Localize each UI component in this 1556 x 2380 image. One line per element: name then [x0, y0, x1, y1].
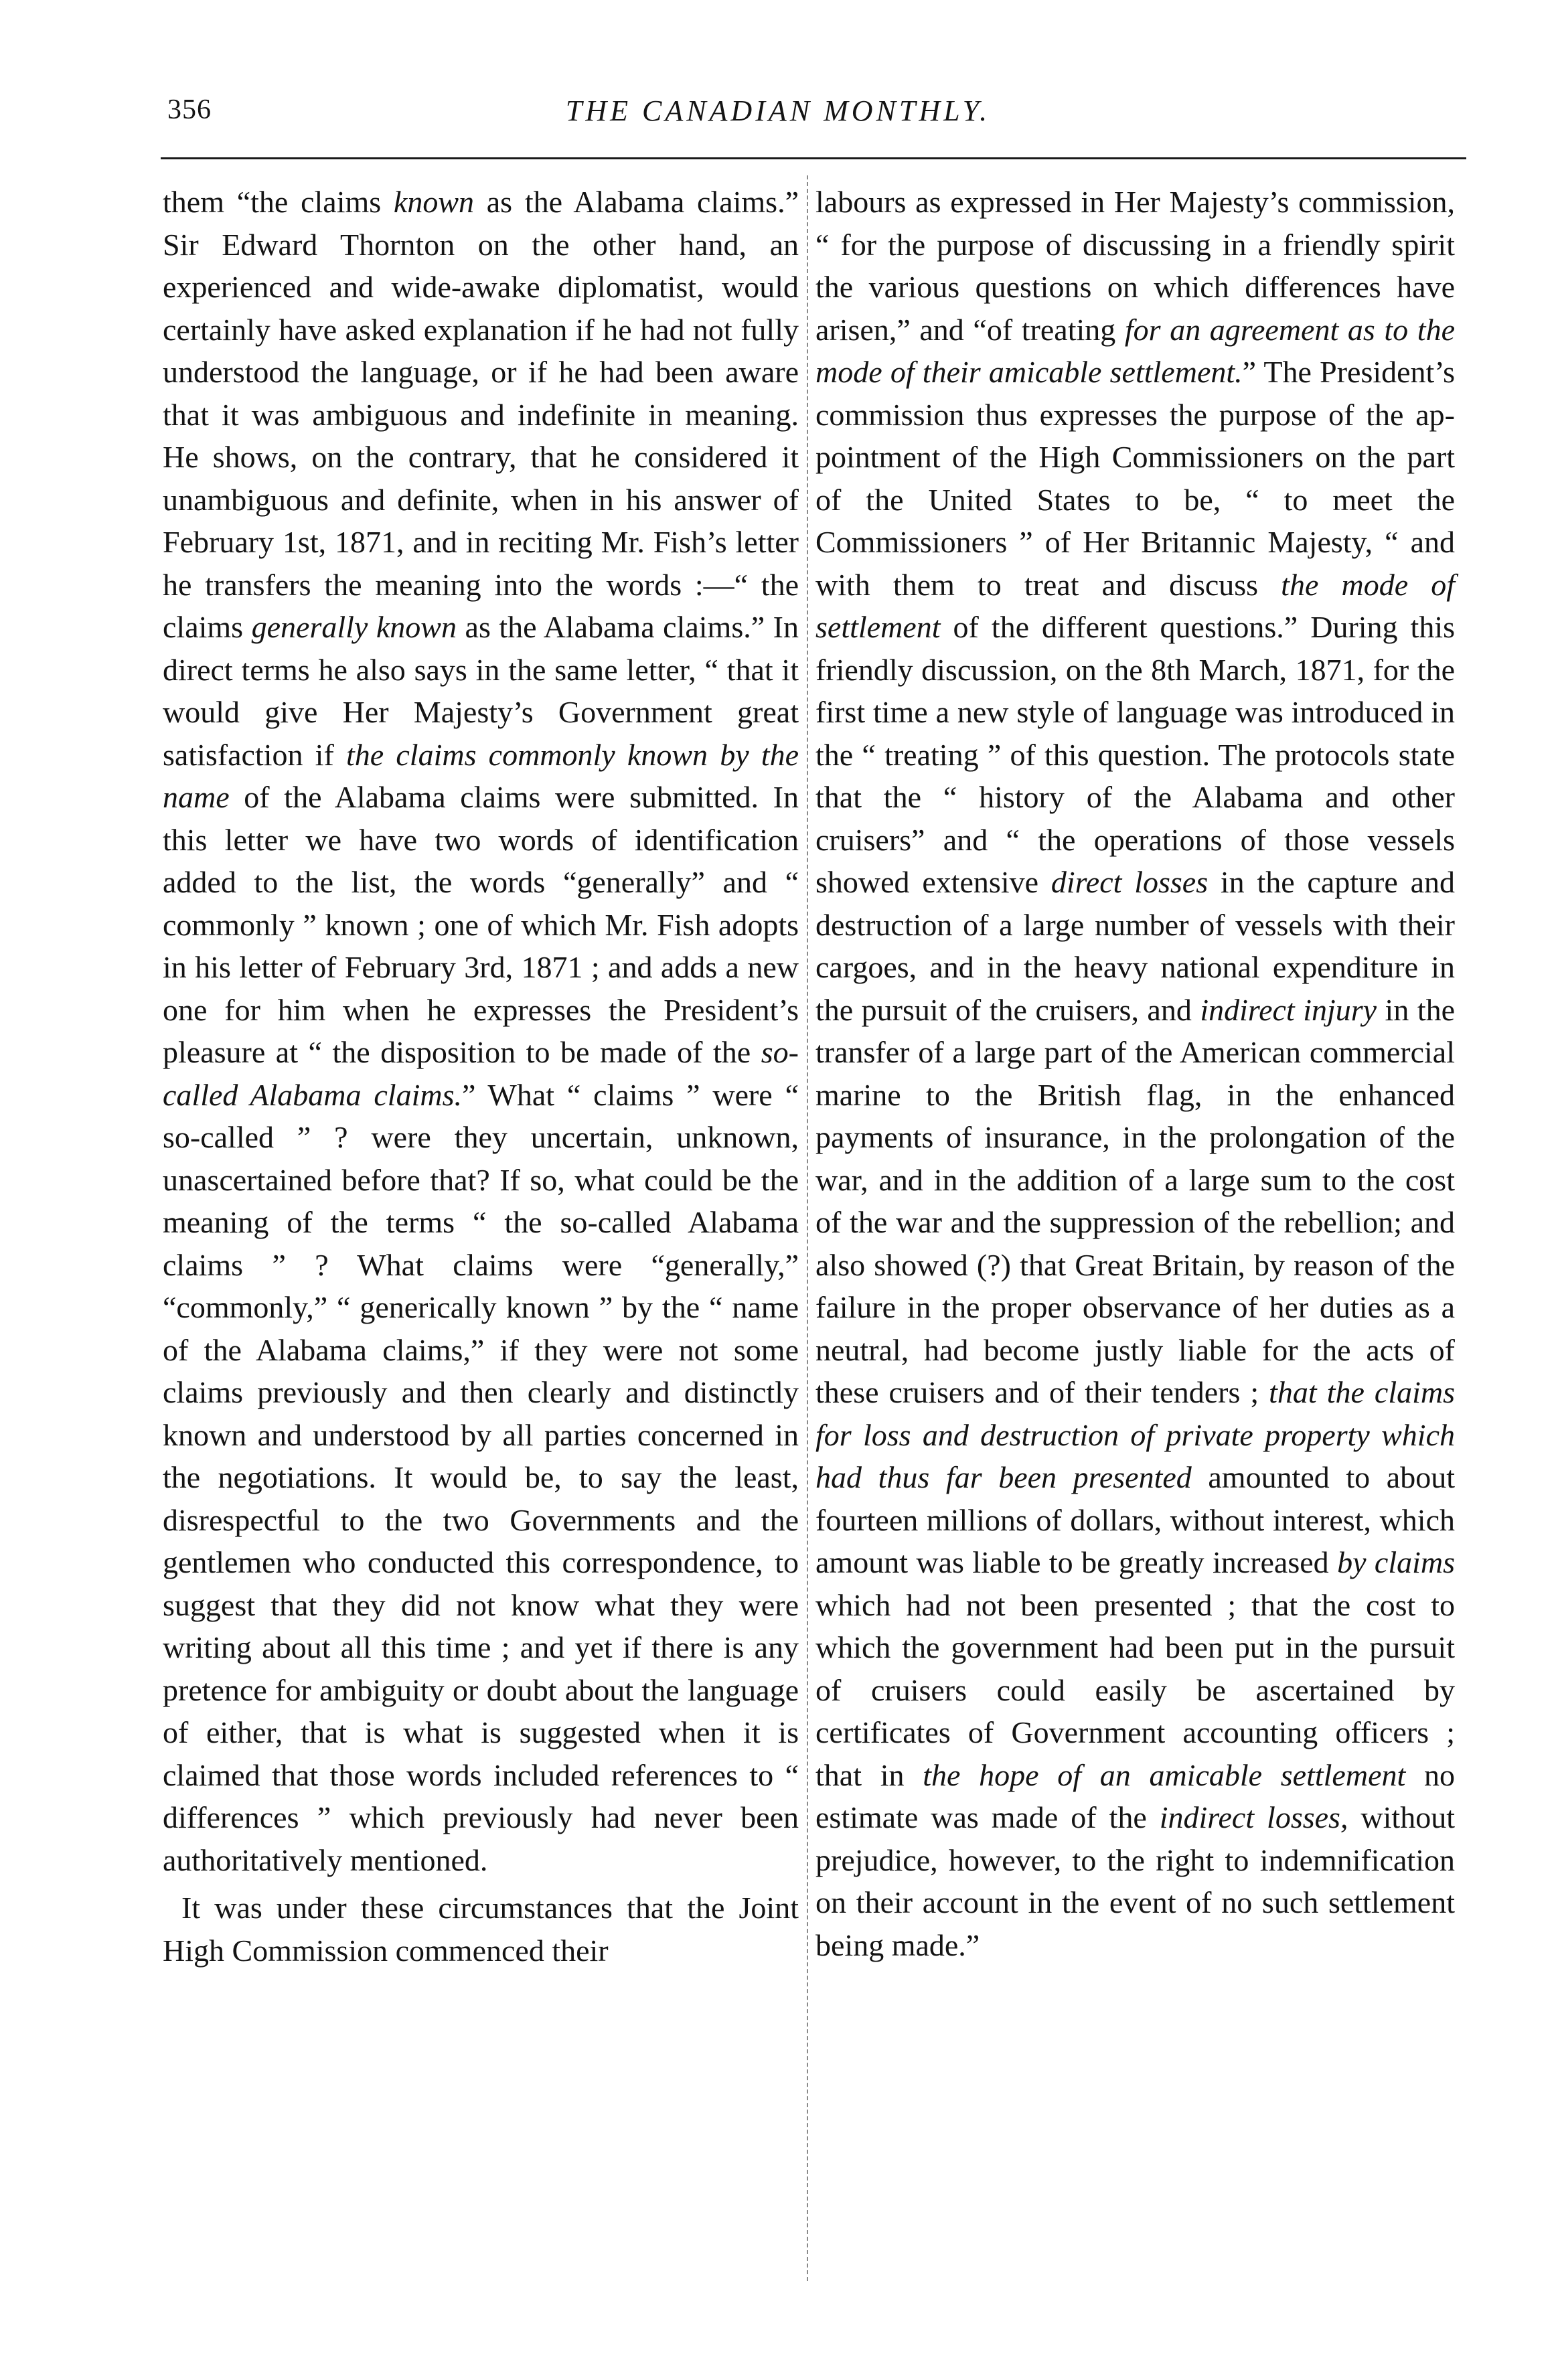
text-run: of the different questions.” During this friendly discussion, on the 8th March, 1871, for the first time a new style of language was introduced in the “ treating ” of this question. The protocols state that the “ history of the Alabama and other cruisers” and “ the operations of those vessels showed extensive — [815, 610, 1455, 899]
italic-run: the hope of an amicable settlement — [923, 1757, 1406, 1792]
right-column — [815, 181, 1455, 1966]
italic-run: the claims commonly known by the name — [163, 737, 799, 814]
text-run: labours as expressed in Her Majesty’s commission, “ for the purpose of discussing in a friendly spirit the various questions on which differences have arisen,” and “of treating — [815, 185, 1455, 347]
text-run: without prejudice, however, to the right to indemnification on their account in the event of no such settlement being made.” — [815, 1800, 1455, 1962]
text-run: of the Alabama claims were submitted. In this letter we have two words of identification added to the list, the words “generally” and “ commonly ” known ; one of which Mr. Fish adopts in his letter of February 3rd, 1871 ; and adds a new one for him when he expresses the President’s pleasure at “ the disposition to be made of the — [163, 780, 799, 1069]
left-paragraph-1 — [163, 181, 799, 1881]
italic-run: that the claims for loss and destruction of private property which had thus far been presented — [815, 1375, 1455, 1494]
text-run: It was under these circumstances that the Joint High Commission commenced their — [163, 1891, 799, 1968]
italic-run: for an agreement as to the mode of their amicable settlement. — [815, 312, 1455, 389]
text-run: in the capture and destruction of a large number of vessels with their cargoes, and in the heavy national expenditure in the pursuit of the cruisers, and — [815, 865, 1455, 1027]
italic-run: known — [393, 185, 475, 219]
text-run: amounted to about fourteen millions of dollars, without interest, which amount was liable to be greatly increased — [815, 1460, 1455, 1579]
text-run: no estimate was made of the — [815, 1757, 1455, 1834]
italic-run: so-called Alabama claims. — [163, 1035, 799, 1112]
text-run: as the Alabama claims.” In direct terms he also says in the same letter, “ that it would give Her Majesty’s Government great satisfaction if — [163, 610, 799, 772]
italic-run: generally known — [251, 610, 457, 644]
header-rule — [161, 157, 1466, 159]
left-paragraph-2 — [163, 1887, 799, 1972]
text-run: ” The President’s commission thus expresses the purpose of the appointment of the High Commissioners on the part of the United States to be, “ to meet the Commissioners ” of Her Britannic Majesty, “ and with them to treat and discuss — [815, 355, 1456, 602]
page-number: 356 — [167, 94, 212, 125]
text-run: which had not been presented ; that the cost to which the government had been put in the pursuit of cruisers could easily be ascertained by certificates of Government accounting officers ; that in — [815, 1587, 1455, 1792]
text-run: as the Alabama claims.” Sir Edward Thornton on the other hand, an experienced and wide-awake diplomatist, would certainly have asked explanation if he had not fully understood the language, or if he had been aware that it was ambiguous and indefinite in meaning. He shows, on the contrary, that he considered it unambiguous and definite, when in his answer of February 1st, 1871, and in reciting Mr. Fish’s letter he transfers the meaning into the words :—“ the claims — [163, 185, 799, 644]
text-run: ” What “ claims ” were “ so-called ” ? were they uncertain, unknown, unascertained before that? If so, what could be the meaning of the terms “ the so-called Alabama claims ” ? What claims were “generally,” “commonly,” “ generically known ” by the “ name of the Alabama claims,” if they were not some claims previously and then clearly and distinctly known and understood by all parties concerned in the negotiations. It would be, to say the least, disrespectful to the two Governments and the gentlemen who conducted this correspondence, to suggest that they did not know what they were writing about all this time ; and yet if there is any pretence for ambiguity or doubt about the language of either, that is what is suggested when it is claimed that those words included references to “ differences ” which previously had never been authoritatively mentioned. — [163, 1077, 799, 1877]
italic-run: direct losses — [1051, 865, 1209, 899]
italic-run: indirect losses, — [1159, 1800, 1348, 1834]
right-paragraph-1 — [815, 181, 1455, 1966]
running-title: THE CANADIAN MONTHLY. — [565, 94, 991, 127]
italic-run: by claims — [1337, 1545, 1455, 1579]
text-run: in the transfer of a large part of the American commercial marine to the British flag, in the enhanced payments of insurance, in the prolongation of the war, and in the addition of a large sum to the cost of the war and the suppression of the rebellion; and also showed (?) that Great Britain, by reason of the failure in the proper observance of her duties as a neutral, had become justly liable for the acts of these cruisers and of their tenders ; — [815, 992, 1456, 1409]
italic-run: indirect injury — [1200, 992, 1377, 1027]
text-run: them “the claims — [163, 185, 394, 219]
italic-run: the mode of settlement — [815, 567, 1455, 644]
left-column — [163, 181, 799, 1972]
column-divider — [807, 175, 808, 2281]
